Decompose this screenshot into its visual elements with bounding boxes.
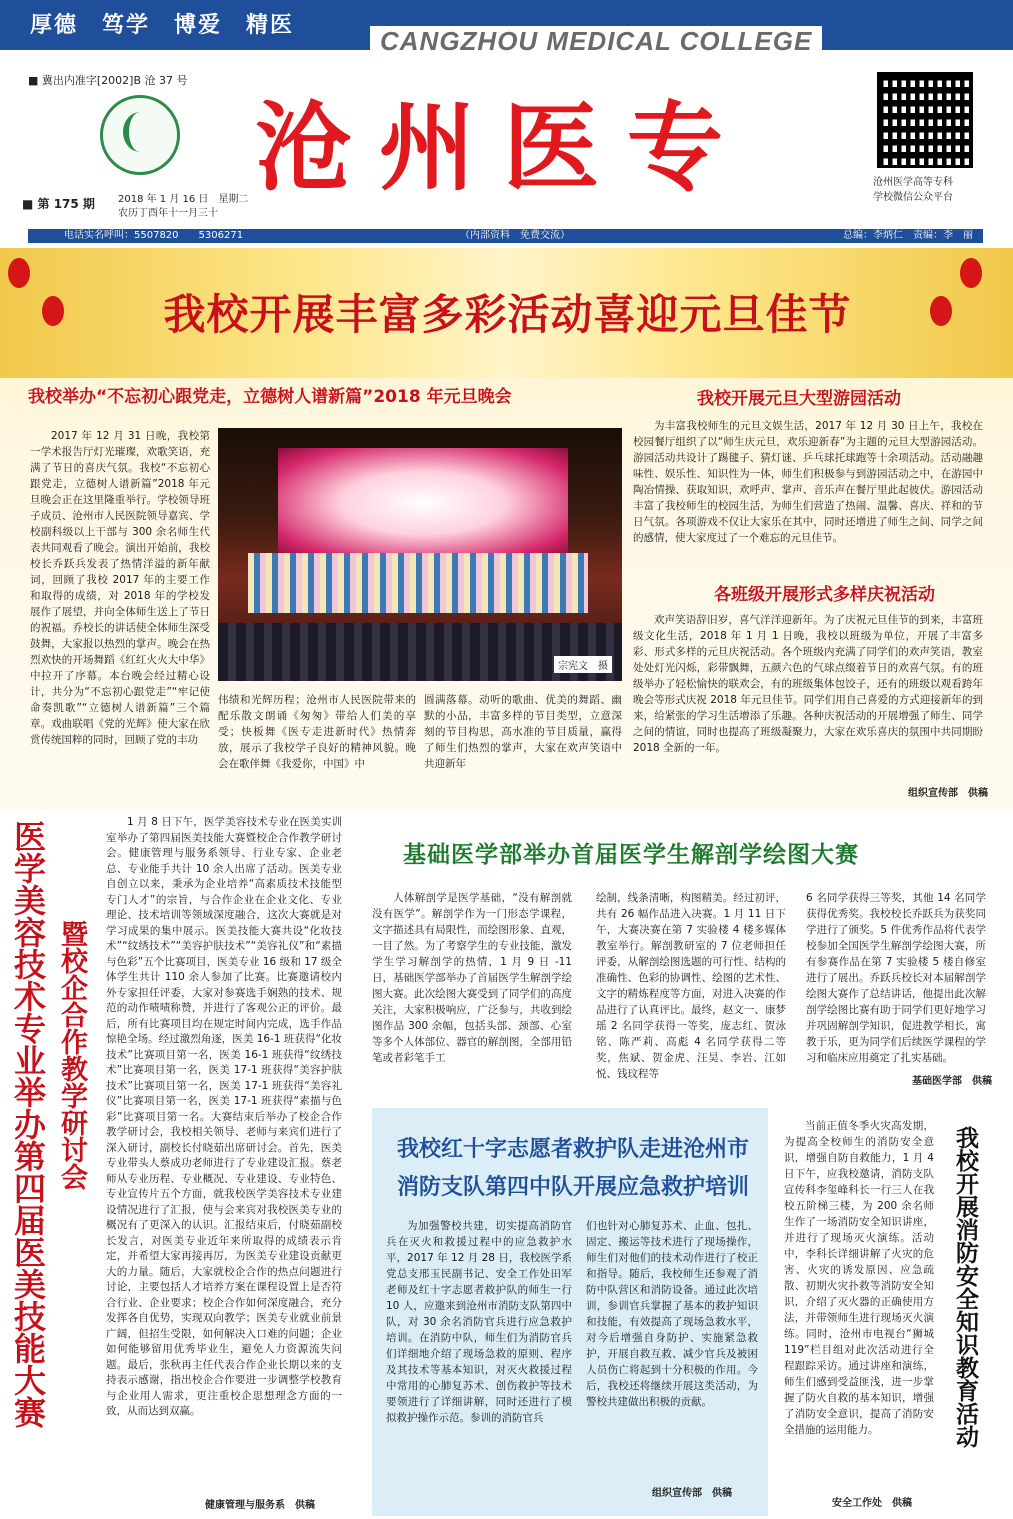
qr-caption [873, 175, 953, 205]
fire-safety-title: 我校开展消防安全知识教育活动 [952, 1126, 978, 1448]
gala-photo [218, 428, 622, 681]
subheading-class-activities: 各班级开展形式多样庆祝活动 [714, 585, 935, 605]
red-cross-column-2: 们也针对心肺复苏术、止血、包扎、固定、搬运等技术进行了现场操作，师生们对他们的技术动作进行了校正和指导。随后，我校师生还参观了消防中队营区和消防设备。通过此次培训，参训官兵掌握了基本的救护知识和技能，有效提高了现场急救水平，对今后增强自身防护、实施紧急救护，开展自救互救、减少官兵及被困人员伤亡将起到十分积极的作用。今后，我校还将继续开展这类活动，为警校共建做出积极的贡献。 [586, 1220, 758, 1408]
feature-headline: 我校开展丰富多彩活动喜迎元旦佳节 [163, 290, 852, 339]
garden-party-text: 为丰富我校师生的元旦文娱生活，2017 年 12 月 30 日上午，我校在校园餐厅组织了以“师生庆元旦，欢乐迎新春”为主题的元旦大型游园活动。游园活动共设计了踢毽子、猜灯谜、乒乓球托球跑等十余项活动。活动融趣味性、娱乐性、知识性为一体，师生们积极参与到游园活动之中，在游园中陶冶情操、获取知识，欢呼声、掌声、音乐声在餐厅里此起彼伏。游园活动丰富了我校师生的校园生活，为师生们营造了热闹、温馨、喜庆、祥和的节日气氛。各项游戏不仅让大家乐在其中，同时还增进了师生之间、同学之间的感情，使大家度过了一个难忘的元旦佳节。 [633, 420, 983, 544]
anatomy-column-2: 绘制，线条清晰，构图精美。经过初评，共有 26 幅作品进入决赛。1 月 11 日下午，大赛决赛在第 7 实验楼 4 楼多媒体教室举行。解剖教研室的 7 位老师担任评委，从解剖绘图选题的可行性、结构的准确性、色彩的协调性、绘图的艺术性、文字的精炼程度等方面，对进入决赛的作品进行了认真评比。最终，赵文一、康梦瑶 2 名同学获得一等奖，庞志红、贺泳铭、陈严莉、高彪 4 名同学获得二等奖，焦斌、贺金虎、汪昊、李岩、江如悦、钱玟程等 [596, 892, 786, 1080]
publication-permit: ■ 冀出内准字[2002]B 沧 37 号 [28, 74, 188, 87]
phone-line: 电话实名呼叫：5507820 5306271 [64, 230, 244, 241]
performers [248, 553, 588, 613]
qr-caption-line1: 沧州医学高等专科 [873, 177, 953, 188]
beauty-contest-article: 1 月 8 日下午，医学美容技术专业在医美实训室举办了第四届医美技能大赛暨校企合作教学研讨会。健康管理与服务系领导、行业专家、企业老总、专业能手共计 10 余人出席了活动。医美专业自创立以来，秉承为企业培养“高素质技术技能型专门人才”的宗旨，与合作企业在企业文化、专业理论、技术培训等领域深度融合，这次大赛就是对学习成果的集中展示。医美技能大赛共设“化妆技术”“纹绣技术”“美容护肤技术”“美容礼仪”和“素描与色彩”五个比赛项目，医美专业 16 级和 17 级全体学生共计 110 余人参加了比赛。比赛邀请校内外专家担任评委，大家对参赛选手娴熟的技术、规范的动作啧啧称赞，并进行了客观公正的评价。最后，所有比赛项目均在规定时间内完成，选手作品惊艳全场。经过激烈角逐，医美 16-1 班获得“化妆技术”比赛项目第一名，医美 16-1 班获得“纹绣技术”比赛项目第一名，医美 17-1 班获得“美容护肤技术”比赛项目第一名，医美 17-1 班获得“美容礼仪”比赛项目第一名，医美 17-1 班获得“素描与色彩”比赛项目第一名。大赛结束后举办了校企合作教学研讨会，我校相关领导、老师与来宾们进行了深入研讨，副校长付晓茹出席研讨会。首先，医美专业带头人蔡成功老师进行了专业建设汇报。蔡老师从专业历程、专业概况、专业建设、专业特色、专业宣传片五个方面，就我校医学美容技术专业建设情况进行了汇报，使与会来宾对我校医美专业的概况有了更深入的认识。汇报结束后，付晓茹副校长发言，对医美专业近年来所取得的成绩表示肯定，并希望大家再接再厉，为医美专业建设贡献更大的力量。随后，大家就校企合作的热点问题进行讨论，主要包括人才培养方案在课程设置上是否符合行业、企业要求；校企合作如何深度融合，充分发挥各自优势，实现双向教学；医美专业就业前景广阔，但招生受限，如何解决入口难的问题；企业如何能够留用优秀毕业生，避免人力资源流失问题。最后，张秋再主任代表合作企业长期以来的支持表示感谢，指出校企合作要进一步调整学校教育与企业用人需求，更注重校企思想理念方面的一致，从而达到双赢。 [106, 816, 342, 1417]
anatomy-contest-title: 基础医学部举办首届医学生解剖学绘图大赛 [403, 842, 859, 868]
qr-caption-line2: 学校微信公众平台 [873, 192, 953, 203]
gala-column-2: 伟绩和光辉历程；沧州市人民医院带来的配乐散文朗诵《匆匆》带给人们美的享受；快板舞《医专走进新时代》热情奔放，展示了我校学子良好的精神风貌。晚会在歌伴舞《我爱你，中国》中 [218, 694, 416, 770]
editor-line: 总编：李炳仁 责编：李 丽 [843, 230, 973, 241]
issue-date: 2018 年 1 月 16 日 星期二 [118, 194, 249, 205]
lunar-date: 农历丁酉年十一月三十 [118, 208, 218, 219]
beauty-contest-credit: 健康管理与服务系 供稿 [205, 1500, 315, 1511]
fire-safety-credit: 安全工作处 供稿 [832, 1498, 912, 1509]
class-activities-text: 欢声笑语辞旧岁，喜气洋洋迎新年。为了庆祝元旦佳节的到来，丰富班级文化生活，2018 年 1 月 1 日晚，我校以班级为单位，开展了丰富多彩、形式多样的元旦庆祝活动。各个班级内充满了同学们的欢声笑语，教室处处灯光闪烁，彩带飘舞，五颜六色的气球点缀着节日的欢喜气氛。有的班级举办了轻松愉快的联欢会，有的班级集体包饺子，还有的班级以观看跨年晚会等形式庆祝 2018 年元旦佳节。同学们用自己喜爱的方式迎接新年的到来，给紧张的学习生活增添了乐趣。各种庆祝活动的开展增强了师生、同学之间的情谊，同时也提高了班级凝聚力，大家在欢乐喜庆的氛围中共同期盼 2018 全新的一年。 [633, 614, 983, 754]
school-motto: 厚德 笃学 博爱 精医 [30, 13, 295, 38]
college-english-name: CANGZHOU MEDICAL COLLEGE [370, 26, 822, 57]
internal-note: （内部资料 免费交流） [460, 230, 570, 241]
anatomy-contest-credit: 基础医学部 供稿 [912, 1076, 992, 1087]
red-cross-article-title: 我校红十字志愿者救护队走进沧州市消防支队第四中队开展应急救护培训 [396, 1136, 749, 1200]
gala-column-1: 2017 年 12 月 31 日晚，我校第一学术报告厅灯光璀璨，欢歌笑语，充满了节日的喜庆气氛。我校“不忘初心跟党走，立德树人谱新篇”2018 年元旦晚会正在这里隆重举行。学校领导班子成员、沧州市人民医院领导嘉宾、学校副科级以上干部与 300 余名师生代表共同观看了晚会。演出开始前，我校校长乔跃兵发表了热情洋溢的新年献词，回顾了我校 2017 年的主要工作和取得的成绩，对 2018 年的学校发展作了展望，并向全体师生送上了节日的祝福。乔校长的讲话使全体师生深受鼓舞，大家报以热烈的掌声。晚会在热烈欢快的开场舞蹈《红红火火大中华》中拉开了序幕。本台晚会经过精心设计，共分为“不忘初心跟党走”“牢记使命奏凯歌”“立德树人谱新篇”三个篇章。戏曲联唱《党的光辉》使大家在欣赏传统国粹的同时，回顾了党的丰功 [30, 430, 210, 746]
anatomy-column-3: 6 名同学获得三等奖，其他 14 名同学获得优秀奖。我校校长乔跃兵为获奖同学进行了颁奖。5 件优秀作品将代表学校参加全国医学生解剖学绘图大赛，所有参赛作品在第 7 实验楼 5 楼自修室进行了展出。乔跃兵校长对本届解剖学绘图大赛作了总结讲话，他提出此次解剖学绘图比赛有助于同学们更好地学习并巩固解剖学知识，促进教学相长，寓教于乐，更为同学们后续医学课程的学习和临床应用奠定了扎实基础。 [806, 892, 986, 1064]
issue-number: ■ 第 175 期 [22, 197, 95, 211]
photo-credit: 宗宪文 摄 [554, 656, 612, 673]
subheading-garden-party: 我校开展元旦大型游园活动 [697, 389, 901, 409]
beauty-contest-title: 医学美容技术专业举办第四届医美技能大赛 [9, 820, 47, 1428]
subheading-gala: 我校举办“不忘初心跟党走，立德树人谱新篇”2018 年元旦晚会 [28, 387, 512, 407]
masthead-title: 沧州医专 [255, 91, 751, 204]
lantern-icon [8, 258, 30, 288]
stage-backdrop [278, 448, 568, 558]
gala-column-3: 圆满落幕。动听的歌曲、优美的舞蹈、幽默的小品，丰富多样的节目类型，立意深刻的节目构思，高水准的节目质量，赢得了师生们热烈的掌声，大家在欢声笑语中共迎新年 [424, 694, 622, 770]
red-cross-credit: 组织宣传部 供稿 [652, 1488, 732, 1499]
qr-code-icon [877, 72, 973, 168]
beauty-contest-subtitle: 暨校企合作教学研讨会 [56, 920, 87, 1190]
feature-credit: 组织宣传部 供稿 [908, 788, 988, 799]
red-cross-column-1: 为加强警校共建，切实提高消防官兵在灭火和救援过程中的应急救护水平，2017 年 12 月 28 日，我校医学系党总支邢玉民副书记、安全工作处田军老师及红十字志愿者救护队的师生一行 10 人，应邀来到沧州市消防支队第四中队，对 30 余名消防官兵进行应急救护培训。在消防中队，师生们为消防官兵们详细地介绍了现场急救的原则、程序及其技术等基本知识，对灭火救援过程中常用的心肺复苏术、创伤救护等技术要领进行了详细讲解，同时还进行了模拟救护操作示范。参训的消防官兵 [386, 1220, 572, 1424]
college-logo-icon [100, 95, 180, 175]
anatomy-column-1: 人体解剖学是医学基础，“没有解剖就没有医学”。解剖学作为一门形态学课程，文字描述具有局限性，而绘图形象、直观，一目了然。为了考察学生的专业技能，激发学生学习解剖学的热情，1 月 9 日 -11 日，基础医学部举办了首届医学生解剖学绘图大赛。此次绘图大赛受到了同学们的高度关注，大家积极响应，广泛参与，共收到绘图作品 300 余幅，包括头部、颈部、心室等多个人体部位、器官的解剖图，全部用铅笔或者彩笔手工 [372, 892, 572, 1064]
fire-safety-article: 当前正值冬季火灾高发期，为提高全校师生的消防安全意识，增强自防自救能力，1 月 4 日下午，应我校邀请，消防支队宣传科李玺峰科长一行三人在我校五阶梯三楼，为 200 余名师生作了一场消防安全知识讲座，并进行了现场灭火演练。活动中，李科长详细讲解了火灾的危害、火灾的诱发原因、应急疏散、初期火灾扑救等消防安全知识，介绍了灭火器的正确使用方法，并带领师生进行现场灭火演练。同时，沧州市电视台“狮城 119”栏目组对此次活动进行全程跟踪采访。通过讲座和演练，师生们感到受益匪浅，进一步掌握了防火自救的基本知识，增强了消防安全意识，提高了消防安全措施的运用能力。 [784, 1120, 934, 1436]
info-bar [28, 229, 983, 243]
